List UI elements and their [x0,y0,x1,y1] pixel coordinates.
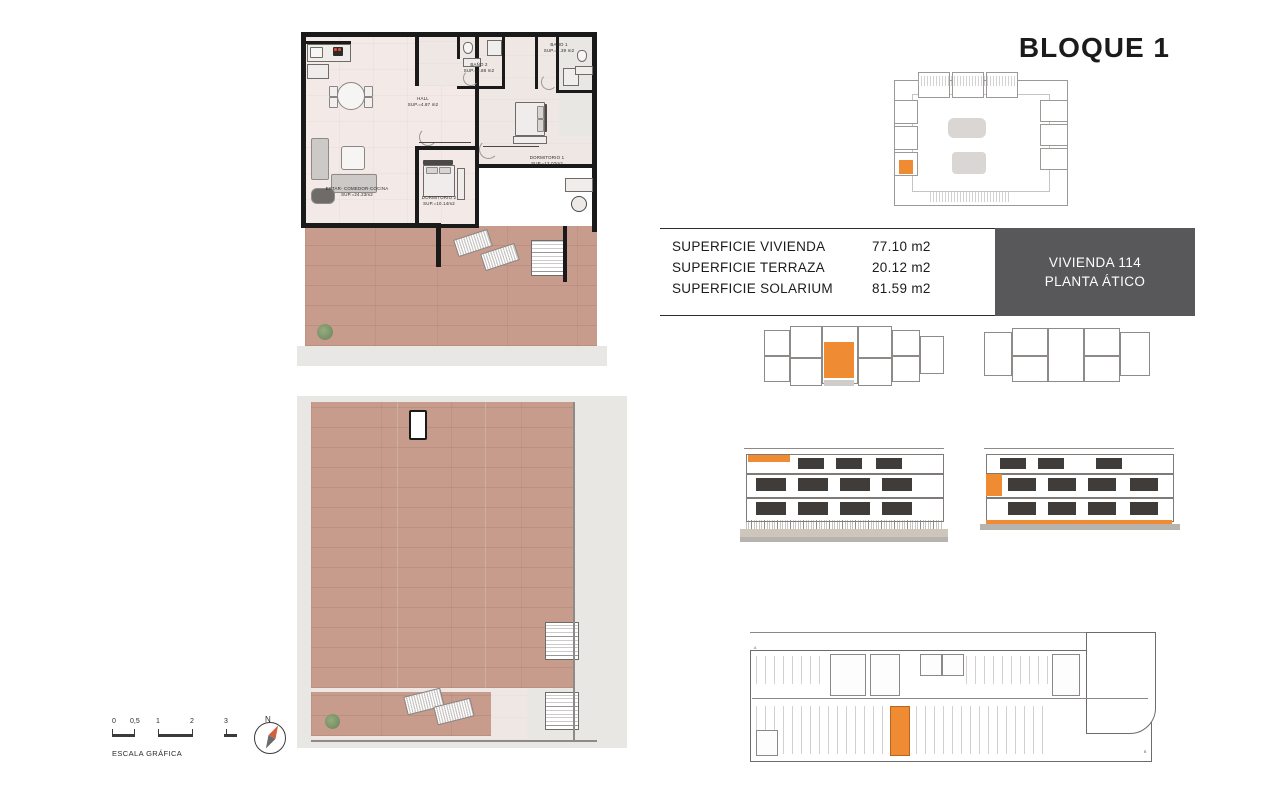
mp-b-u2 [1012,328,1048,356]
table-row [672,260,995,275]
room-label-bath1 [529,42,589,54]
plan-mark-b: B [1144,750,1147,754]
elev-b-win-11 [1130,502,1158,515]
mp-a-u6 [858,326,892,358]
north-arrow [250,715,290,758]
mp-a-u2 [764,356,790,382]
mp-b-u4 [1048,328,1084,382]
mp-a-u9 [892,356,920,382]
terrace-edge [297,346,607,366]
elev-a-win-9 [798,502,828,515]
elev-a-win-1 [798,458,824,469]
row-value-vivienda: 77.10 m2 [872,239,931,254]
elev-b-win-4 [1008,478,1036,491]
bed2-area: SUP.=10.14m2 [423,200,455,206]
unit-badge [995,228,1195,316]
bath1-area: SUP.=4.39 m2 [543,47,575,53]
row-label-solarium: SUPERFICIE SOLARIUM [672,281,833,296]
mp-b-u1 [984,332,1012,376]
mini-key-plans [755,322,1185,404]
deck-joint-2 [485,402,486,688]
scale-tick-3 [192,729,193,737]
shower-bath2 [487,40,502,56]
kp-unit-r3 [1040,148,1068,170]
wc-bath2 [463,42,473,54]
scale-caption: ESCALA GRÁFICA [112,749,183,758]
scale-num-4: 3 [224,718,228,725]
hall-name: HALL [417,96,429,101]
mp-a-highlight-terrace [824,380,854,386]
solarium-deck [311,402,573,688]
room-label-hall [393,96,453,108]
elev-b-win-8 [1008,502,1036,515]
scale-tick-2 [158,729,159,737]
hall-area: SUP.=4.87 m2 [407,101,439,107]
wall-right [592,32,597,232]
door-arc-bed1 [479,140,498,159]
room-label-bed1 [511,155,583,167]
wall-bath2-left [457,37,460,59]
garage-ramp [1086,632,1156,734]
window-bed2 [419,142,471,143]
living-area: SUP.=24.23m2 [341,191,373,197]
room-label-bath2 [449,62,509,74]
wall-bed2-right [475,166,479,226]
bath1-name: BAÑO 1 [550,42,568,47]
core-block-5 [1052,654,1080,696]
mp-b-u7 [1120,332,1150,376]
kitchen-hob [333,47,343,56]
scale-tick-4 [226,729,227,737]
unit-floor: PLANTA ÁTICO [1044,274,1146,289]
scale-ticks [112,727,237,741]
core-block-1 [830,654,866,696]
mp-a-u4 [790,358,822,386]
mp-a-u8 [892,330,920,356]
elev-b-win-9 [1048,502,1076,515]
scale-bar-white-1 [134,734,158,737]
elev-b-win-2 [1038,458,1064,469]
scale-num-1: 0,5 [130,718,140,725]
kp-unit-r2 [1040,124,1068,146]
elev-b-dimline [984,448,1174,449]
dining-chair-2 [329,97,338,108]
bath2-name: BAÑO 2 [470,62,488,67]
elevation-right [980,440,1190,555]
coffee-table [341,146,365,170]
scale-tick-1 [134,729,135,737]
sofa-left [311,138,329,180]
bed2-name: DORMITORIO 2 [421,195,457,200]
parking-row-3 [756,656,826,684]
info-band [660,228,1280,316]
wall-bed2-left [415,146,419,226]
bed1-pillow-a [537,106,544,119]
plant-terrace [317,324,333,340]
elev-a-highlight [748,455,790,462]
elev-b-highlight [986,474,1002,496]
solarium-bottom-edge [311,740,597,742]
site-key-plan [890,60,1090,210]
bed2-pillow-a [426,167,438,174]
wall-hall-left [415,37,419,86]
dining-table [337,82,365,110]
wall-bed2-bottom [415,224,479,228]
mini-plan-right [980,322,1170,404]
bed1-pillow-b [537,119,544,132]
room-label-bed2 [407,195,471,207]
mp-a-u10 [920,336,944,374]
window-bed1 [483,146,539,147]
kitchen-sink [310,47,323,58]
scale-num-0: 0 [112,718,116,725]
kitchen-counter-2 [307,64,329,79]
table-row [672,239,995,254]
elevation-left [740,440,960,555]
kp-highlight-unit [899,160,913,174]
kp-hatch-top [918,76,1016,86]
scale-numbers [112,718,237,727]
elev-b-ground [980,524,1180,530]
utility-counter [565,178,593,192]
elev-a-dimline [744,448,944,449]
core-block-6 [756,730,778,756]
kp-unit-l1 [894,100,918,124]
dining-chair-1 [329,86,338,97]
parking-row-4 [966,656,1048,684]
vanity-bath1 [575,66,593,75]
solarium-plant [325,714,340,729]
surface-table [660,228,995,316]
row-value-solarium: 81.59 m2 [872,281,931,296]
dining-chair-4 [364,97,373,108]
room-label-living [311,186,403,198]
scale-num-3: 2 [190,718,194,725]
kp-unit-l2 [894,126,918,150]
table-row [672,281,995,296]
deck-joint-1 [397,402,398,688]
bed1-area: SUP.=12.02m2 [531,160,563,166]
unit-name: VIVIENDA 114 [1048,255,1142,270]
elev-b-win-3 [1096,458,1122,469]
elev-a-win-3 [876,458,902,469]
elev-b-win-6 [1088,478,1116,491]
elev-a-win-5 [798,478,828,491]
core-block-2 [870,654,900,696]
bath2-area: SUP.=3.88 m2 [463,67,495,73]
wall-bed2-top [415,146,479,150]
row-label-vivienda: SUPERFICIE VIVIENDA [672,239,826,254]
elev-a-win-10 [840,502,870,515]
scale-bar-white-2 [192,734,224,737]
kp-amenity [952,152,986,174]
stair-wall [563,226,567,282]
elev-b-win-5 [1048,478,1076,491]
garage-site-plan [730,610,1230,770]
mp-a-u1 [764,330,790,356]
elev-a-win-6 [840,478,870,491]
elev-a-ground-2 [740,537,948,542]
core-block-3 [920,654,942,676]
wall-top [301,32,597,37]
plan-mark-a: A [754,646,757,650]
dining-chair-3 [364,86,373,97]
highlighted-storage [890,706,910,756]
garage-top-edge [750,632,1090,633]
solarium-right-edge [573,402,575,740]
kp-pool [948,118,986,138]
elev-a-win-8 [756,502,786,515]
wall-bath1-bottom [556,90,597,93]
upper-floor-plan [297,28,607,383]
kp-courtyard [912,94,1050,192]
mp-a-highlight [824,342,854,378]
kp-hatch-bottom [930,192,1010,202]
core-block-4 [942,654,964,676]
utility-circle [571,196,587,212]
wall-bath2-bottom [457,86,505,89]
door-arc-bed2 [419,128,437,146]
north-label: N [265,715,271,724]
aisle-line [752,698,1148,699]
mp-b-u6 [1084,356,1120,382]
elev-b-win-1 [1000,458,1026,469]
bed1-name: DORMITORIO 1 [529,155,565,160]
bed2-pillow-b [439,167,451,174]
parking-row-2 [916,706,1046,754]
row-label-terraza: SUPERFICIE TERRAZA [672,260,825,275]
stair-upper [531,240,565,276]
page-title: BLOQUE 1 [1018,32,1170,63]
elev-b-win-10 [1088,502,1116,515]
mp-b-u3 [1012,356,1048,382]
elev-a-win-2 [836,458,862,469]
scale-num-2: 1 [156,718,160,725]
mini-plan-left [760,322,950,404]
kp-unit-r1 [1040,100,1068,122]
roof-hatch [409,410,427,440]
right-column [660,0,1280,800]
elev-a-ground-1 [740,529,948,537]
scale-tick-0 [112,729,113,737]
elev-b-win-7 [1130,478,1158,491]
bed1-wardrobe [513,136,547,144]
elev-a-win-7 [882,478,912,491]
wall-terrace-sep [436,223,441,267]
elev-a-win-4 [756,478,786,491]
door-arc-bath1 [541,74,557,90]
building-elevations [740,440,1210,555]
row-value-terraza: 20.12 m2 [872,260,931,275]
mp-b-u5 [1084,328,1120,356]
mp-a-u7 [858,358,892,386]
solarium-plan [297,396,627,751]
elev-a-win-11 [882,502,912,515]
living-name: ESTAR- COMEDOR-COCINA [325,186,389,191]
wall-left [301,32,306,228]
mp-a-u3 [790,326,822,358]
